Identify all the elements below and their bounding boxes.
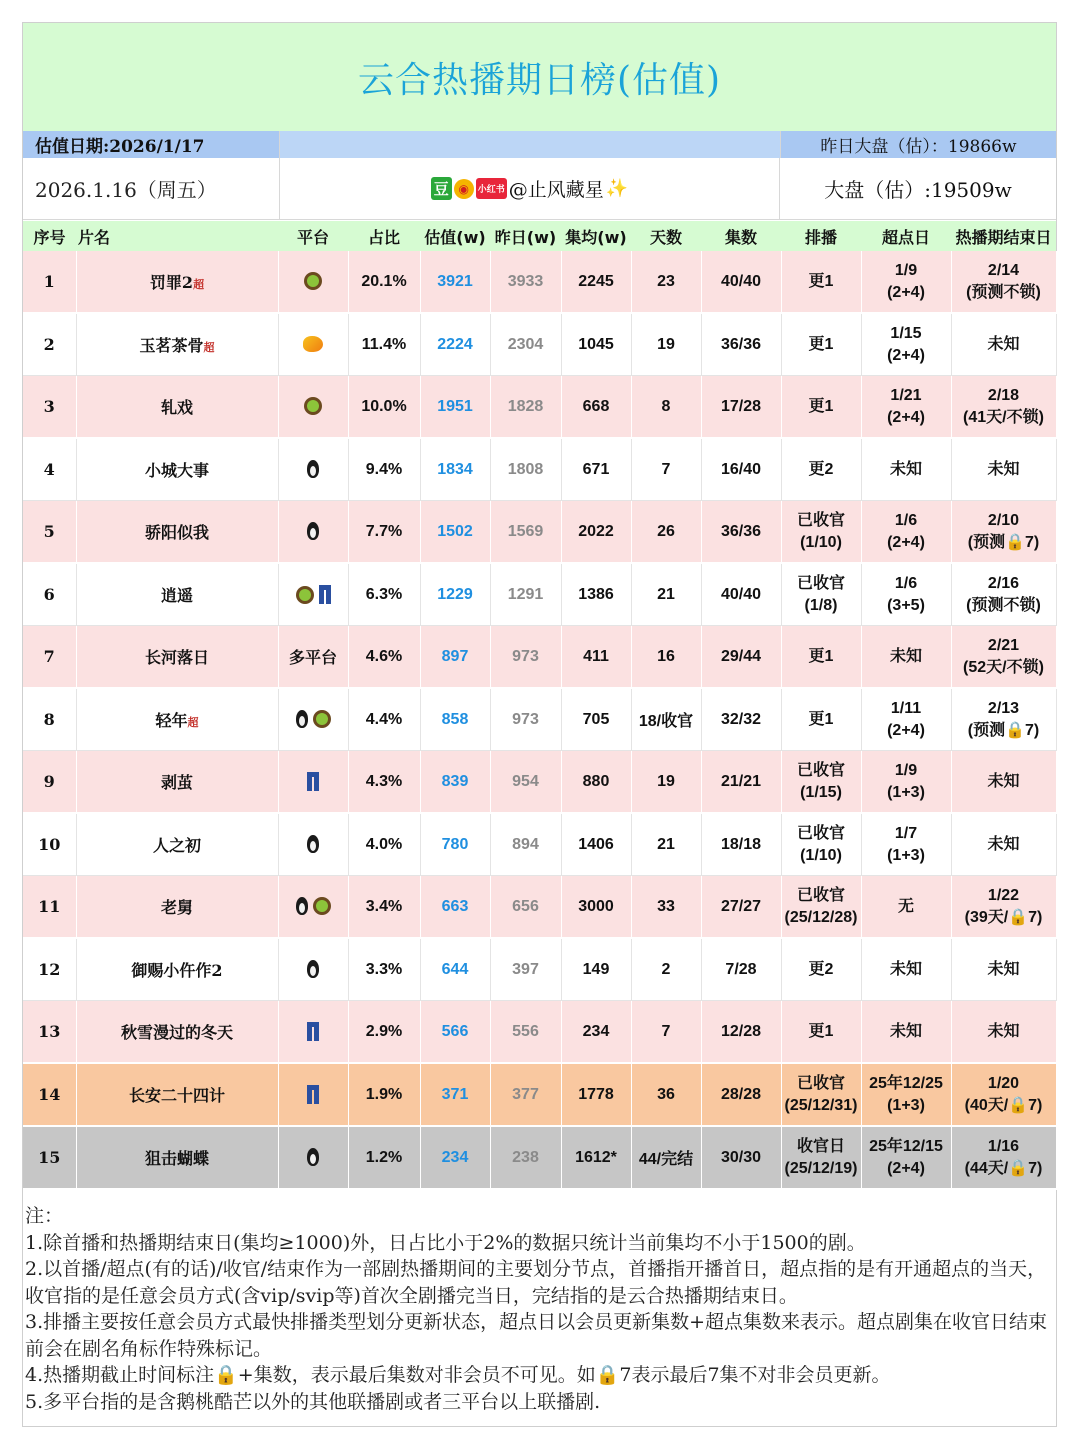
cell-schedule: 已收官 (25/12/31): [781, 1063, 861, 1126]
cell-super-day: 25年12/25 (1+3): [861, 1063, 951, 1126]
cell-seq: 8: [23, 688, 76, 751]
cell-share: 9.4%: [348, 438, 420, 501]
cell-estimate: 1834: [420, 438, 490, 501]
cell-average: 671: [561, 438, 631, 501]
cell-episodes: 40/40: [701, 563, 781, 626]
cell-seq: 4: [23, 438, 76, 501]
cell-super-day: 未知: [861, 438, 951, 501]
cell-share: 10.0%: [348, 376, 420, 439]
table-row: [23, 251, 1056, 313]
cell-schedule: 更1: [781, 313, 861, 376]
cell-end-day: 未知: [951, 813, 1056, 876]
cell-super-day: 1/9 (1+3): [861, 751, 951, 814]
col-episodes: 集数: [701, 221, 781, 251]
cell-average: 668: [561, 376, 631, 439]
notes: [23, 1203, 1056, 1415]
drama-title: 剥茧: [160, 773, 193, 792]
cell-share: 6.3%: [348, 563, 420, 626]
col-name: 片名: [76, 221, 278, 251]
cell-episodes: 12/28: [701, 1001, 781, 1064]
cell-estimate: 897: [420, 626, 490, 689]
cell-yesterday: 1291: [490, 563, 561, 626]
cell-episodes: 18/18: [701, 813, 781, 876]
cell-super-day: 无: [861, 876, 951, 939]
cell-seq: 10: [23, 813, 76, 876]
cell-seq: 2: [23, 313, 76, 376]
cell-platform: [278, 688, 348, 751]
cell-platform: [278, 751, 348, 814]
drama-title: 骄阳似我: [144, 523, 209, 542]
cell-estimate: 1229: [420, 563, 490, 626]
cell-end-day: 1/16 (44天/🔒7): [951, 1126, 1056, 1189]
cell-end-day: 2/13 (预测🔒7): [951, 688, 1056, 751]
cell-share: 4.0%: [348, 813, 420, 876]
cell-share: 2.9%: [348, 1001, 420, 1064]
platform-text: 多平台: [288, 650, 337, 667]
cell-estimate: 663: [420, 876, 490, 939]
table-header: [23, 221, 1056, 251]
cell-days: 7: [631, 438, 701, 501]
cell-title: [76, 313, 278, 376]
col-seq: 序号: [23, 221, 76, 251]
title-band: [23, 23, 1056, 131]
cell-super-day: 未知: [861, 626, 951, 689]
col-average: 集均(w): [561, 221, 631, 251]
note-line: 注：: [25, 1205, 64, 1227]
col-share: 占比: [348, 221, 420, 251]
drama-title: 轧戏: [160, 398, 193, 417]
cell-seq: 9: [23, 751, 76, 814]
cell-end-day: 2/16 (预测不锁): [951, 563, 1056, 626]
cell-schedule: 更1: [781, 688, 861, 751]
penguin-icon: [307, 835, 319, 853]
info-row-bottom: [23, 158, 1056, 220]
info-row-top: [23, 131, 1056, 158]
penguin-icon: [307, 460, 319, 478]
lock-icon: 🔒: [1008, 908, 1029, 926]
jeans-icon: [307, 772, 319, 791]
cell-episodes: 32/32: [701, 688, 781, 751]
cell-average: 1612*: [561, 1126, 631, 1189]
cell-schedule: 已收官 (1/10): [781, 501, 861, 564]
cell-title: [76, 751, 278, 814]
cell-average: 234: [561, 1001, 631, 1064]
jeans-icon: [307, 1022, 319, 1041]
cell-days: 36: [631, 1063, 701, 1126]
cell-episodes: 16/40: [701, 438, 781, 501]
cell-seq: 14: [23, 1063, 76, 1126]
cell-share: 11.4%: [348, 313, 420, 376]
table-row: [23, 813, 1056, 876]
sparkle-icon: ✨: [605, 178, 629, 198]
table-row: [23, 376, 1056, 439]
cell-average: 3000: [561, 876, 631, 939]
cell-days: 19: [631, 313, 701, 376]
cell-yesterday: 238: [490, 1126, 561, 1189]
cell-episodes: 17/28: [701, 376, 781, 439]
cell-average: 149: [561, 938, 631, 1001]
penguin-icon: [296, 897, 308, 915]
cell-seq: 15: [23, 1126, 76, 1189]
cell-share: 1.2%: [348, 1126, 420, 1189]
cell-title: [76, 626, 278, 689]
cell-platform: [278, 626, 348, 689]
cell-yesterday: 397: [490, 938, 561, 1001]
cell-estimate: 839: [420, 751, 490, 814]
table-row: [23, 501, 1056, 564]
cell-super-day: 25年12/15 (2+4): [861, 1126, 951, 1189]
col-platform: 平台: [278, 221, 348, 251]
cell-yesterday: 2304: [490, 313, 561, 376]
cell-seq: 1: [23, 251, 76, 313]
table-row: [23, 1001, 1056, 1064]
page-title: 云合热播期日榜(估值): [357, 59, 722, 101]
cell-seq: 12: [23, 938, 76, 1001]
penguin-icon: [307, 1148, 319, 1166]
cell-title: [76, 1063, 278, 1126]
col-end-day: 热播期结束日: [951, 221, 1056, 251]
cell-yesterday: 1569: [490, 501, 561, 564]
drama-title: 老舅: [160, 898, 193, 917]
cell-schedule: 已收官 (1/10): [781, 813, 861, 876]
cell-end-day: 1/20 (40天/🔒7): [951, 1063, 1056, 1126]
jeans-icon: [307, 1085, 319, 1104]
cell-seq: 11: [23, 876, 76, 939]
cell-yesterday: 377: [490, 1063, 561, 1126]
drama-title: 罚罪2: [149, 273, 194, 292]
super-badge: 超: [203, 341, 215, 354]
cell-yesterday: 3933: [490, 251, 561, 313]
col-super-day: 超点日: [861, 221, 951, 251]
table-row: [23, 876, 1056, 939]
cell-seq: 3: [23, 376, 76, 439]
cell-days: 7: [631, 1001, 701, 1064]
cell-average: 1406: [561, 813, 631, 876]
cell-average: 1386: [561, 563, 631, 626]
cell-end-day: 未知: [951, 438, 1056, 501]
drama-title: 御赐小仵作2: [131, 961, 223, 980]
cell-super-day: 未知: [861, 938, 951, 1001]
cell-average: 2245: [561, 251, 631, 313]
cell-estimate: 2224: [420, 313, 490, 376]
author-name: @止风藏星: [508, 179, 604, 201]
cell-super-day: 1/11 (2+4): [861, 688, 951, 751]
cell-title: [76, 1001, 278, 1064]
cell-super-day: 1/15 (2+4): [861, 313, 951, 376]
col-schedule: 排播: [781, 221, 861, 251]
cell-share: 3.4%: [348, 876, 420, 939]
cell-average: 2022: [561, 501, 631, 564]
kiwi-icon: [313, 897, 331, 915]
cell-estimate: 858: [420, 688, 490, 751]
cell-estimate: 3921: [420, 251, 490, 313]
cell-schedule: 已收官 (1/15): [781, 751, 861, 814]
kiwi-icon: [304, 272, 322, 290]
drama-title: 长安二十四计: [128, 1086, 225, 1105]
cell-platform: [278, 501, 348, 564]
cell-days: 44/完结: [631, 1126, 701, 1189]
cell-episodes: 28/28: [701, 1063, 781, 1126]
cell-super-day: 1/9 (2+4): [861, 251, 951, 313]
col-estimate: 估值(w): [420, 221, 490, 251]
cell-title: [76, 938, 278, 1001]
lock-icon: 🔒: [1005, 721, 1026, 739]
cell-yesterday: 1828: [490, 376, 561, 439]
cell-share: 20.1%: [348, 251, 420, 313]
cell-seq: 13: [23, 1001, 76, 1064]
today-total: 大盘（估）:19509w: [824, 178, 1012, 202]
cell-end-day: 2/21 (52天/不锁): [951, 626, 1056, 689]
cell-days: 21: [631, 563, 701, 626]
yesterday-total: 昨日大盘（估）：19866w: [780, 131, 1056, 158]
cell-super-day: 1/7 (1+3): [861, 813, 951, 876]
note-line: 1.除首播和热播期结束日(集均≥1000)外，日占比小于2%的数据只统计当前集均不小于1500的剧。: [25, 1231, 866, 1254]
cell-average: 705: [561, 688, 631, 751]
cell-episodes: 7/28: [701, 938, 781, 1001]
cell-super-day: 1/21 (2+4): [861, 376, 951, 439]
cell-platform: [278, 251, 348, 313]
cell-days: 33: [631, 876, 701, 939]
cell-schedule: 已收官 (25/12/28): [781, 876, 861, 939]
cell-platform: [278, 376, 348, 439]
cell-super-day: 1/6 (3+5): [861, 563, 951, 626]
cell-share: 4.4%: [348, 688, 420, 751]
estimate-date: 估值日期:2026/1/17: [23, 131, 279, 158]
table-row: [23, 688, 1056, 751]
ranking-table: [23, 221, 1057, 1190]
cell-estimate: 1502: [420, 501, 490, 564]
table-row: [23, 1063, 1056, 1126]
drama-title: 狙击蝴蝶: [144, 1149, 209, 1168]
cell-average: 880: [561, 751, 631, 814]
cell-platform: [278, 313, 348, 376]
drama-title: 逍遥: [160, 586, 193, 605]
cell-average: 411: [561, 626, 631, 689]
cell-share: 3.3%: [348, 938, 420, 1001]
cell-schedule: 已收官 (1/8): [781, 563, 861, 626]
info-spacer: [279, 131, 780, 158]
cell-share: 4.6%: [348, 626, 420, 689]
col-yesterday: 昨日(w): [490, 221, 561, 251]
cell-estimate: 644: [420, 938, 490, 1001]
cell-seq: 5: [23, 501, 76, 564]
cell-platform: [278, 813, 348, 876]
lock-icon: 🔒: [1008, 1159, 1029, 1177]
cell-platform: [278, 438, 348, 501]
cell-yesterday: 954: [490, 751, 561, 814]
cell-average: 1778: [561, 1063, 631, 1126]
cell-title: [76, 376, 278, 439]
cell-end-day: 未知: [951, 313, 1056, 376]
cell-yesterday: 973: [490, 688, 561, 751]
cell-title: [76, 688, 278, 751]
cell-title: [76, 876, 278, 939]
penguin-icon: [307, 522, 319, 540]
cell-end-day: 2/18 (41天/不锁): [951, 376, 1056, 439]
kiwi-icon: [313, 710, 331, 728]
cell-schedule: 收官日 (25/12/19): [781, 1126, 861, 1189]
cell-estimate: 234: [420, 1126, 490, 1189]
table-row: [23, 938, 1056, 1001]
cell-episodes: 36/36: [701, 501, 781, 564]
cell-yesterday: 973: [490, 626, 561, 689]
cell-days: 18/收官: [631, 688, 701, 751]
douban-icon: 豆: [431, 177, 452, 200]
cell-title: [76, 438, 278, 501]
cell-platform: [278, 876, 348, 939]
note-line: 4.热播期截止时间标注🔒+集数，表示最后集数对非会员不可见。如🔒7表示最后7集不对非会员更新。: [25, 1364, 891, 1386]
penguin-icon: [307, 960, 319, 978]
cell-end-day: 2/10 (预测🔒7): [951, 501, 1056, 564]
cell-share: 4.3%: [348, 751, 420, 814]
cell-days: 26: [631, 501, 701, 564]
cell-episodes: 27/27: [701, 876, 781, 939]
cell-days: 19: [631, 751, 701, 814]
cell-episodes: 40/40: [701, 251, 781, 313]
cell-title: [76, 1126, 278, 1189]
table-row: [23, 438, 1056, 501]
cell-title: [76, 813, 278, 876]
note-line: 3.排播主要按任意会员方式最快排播类型划分更新状态，超点日以会员更新集数+超点集数来表示。超点剧集在收官日结束前会在剧名角标作特殊标记。: [25, 1311, 1048, 1360]
weibo-icon: ◉: [454, 179, 474, 199]
table-row: [23, 563, 1056, 626]
cell-platform: [278, 1001, 348, 1064]
cell-end-day: 1/22 (39天/🔒7): [951, 876, 1056, 939]
cell-days: 23: [631, 251, 701, 313]
cell-platform: [278, 1063, 348, 1126]
table-row: [23, 1126, 1056, 1189]
super-badge: 超: [187, 716, 199, 729]
cell-end-day: 未知: [951, 751, 1056, 814]
cell-platform: [278, 1126, 348, 1189]
cell-episodes: 30/30: [701, 1126, 781, 1189]
table-row: [23, 751, 1056, 814]
cell-days: 16: [631, 626, 701, 689]
cell-yesterday: 656: [490, 876, 561, 939]
col-days: 天数: [631, 221, 701, 251]
super-badge: 超: [193, 278, 205, 291]
cell-end-day: 未知: [951, 1001, 1056, 1064]
penguin-icon: [296, 710, 308, 728]
ranking-card: [22, 22, 1057, 1427]
drama-title: 长河落日: [144, 648, 209, 667]
drama-title: 小城大事: [144, 461, 209, 480]
cell-schedule: 更1: [781, 376, 861, 439]
lock-icon: 🔒: [1005, 533, 1026, 551]
drama-title: 轻年: [155, 711, 188, 730]
cell-episodes: 21/21: [701, 751, 781, 814]
author-credit: [279, 158, 780, 219]
cell-yesterday: 894: [490, 813, 561, 876]
table-row: [23, 313, 1056, 376]
mango-icon: [303, 336, 323, 352]
cell-episodes: 36/36: [701, 313, 781, 376]
cell-end-day: 未知: [951, 938, 1056, 1001]
cell-schedule: 更2: [781, 438, 861, 501]
lock-icon: 🔒: [1008, 1096, 1029, 1114]
cell-days: 21: [631, 813, 701, 876]
cell-yesterday: 556: [490, 1001, 561, 1064]
cell-seq: 7: [23, 626, 76, 689]
cell-average: 1045: [561, 313, 631, 376]
cell-title: [76, 563, 278, 626]
cell-schedule: 更1: [781, 1001, 861, 1064]
cell-estimate: 780: [420, 813, 490, 876]
kiwi-icon: [304, 397, 322, 415]
table-row: [23, 626, 1056, 689]
cell-episodes: 29/44: [701, 626, 781, 689]
cell-estimate: 566: [420, 1001, 490, 1064]
jeans-icon: [319, 585, 331, 604]
note-line: 2.以首播/超点(有的话)/收官/结束作为一部剧热播期间的主要划分节点，首播指开播首日，超点指的是有开通超点的当天，收官指的是任意会员方式(含vip/svip等)首次全剧播完当日，完结指的是云合热播期结束日。: [25, 1258, 1047, 1307]
xiaohongshu-icon: 小红书: [476, 178, 507, 199]
cell-estimate: 1951: [420, 376, 490, 439]
kiwi-icon: [296, 586, 314, 604]
drama-title: 玉茗茶骨: [139, 336, 204, 355]
cell-super-day: 未知: [861, 1001, 951, 1064]
cell-days: 2: [631, 938, 701, 1001]
drama-title: 人之初: [152, 836, 201, 855]
cell-title: [76, 501, 278, 564]
cell-estimate: 371: [420, 1063, 490, 1126]
cell-platform: [278, 563, 348, 626]
cell-end-day: 2/14 (预测不锁): [951, 251, 1056, 313]
cell-super-day: 1/6 (2+4): [861, 501, 951, 564]
cell-days: 8: [631, 376, 701, 439]
cell-schedule: 更2: [781, 938, 861, 1001]
cell-schedule: 更1: [781, 626, 861, 689]
cell-schedule: 更1: [781, 251, 861, 313]
note-line: 5.多平台指的是含鹅桃酷芒以外的其他联播剧或者三平台以上联播剧.: [25, 1390, 601, 1413]
report-date: 2026.1.16（周五）: [35, 178, 217, 202]
cell-seq: 6: [23, 563, 76, 626]
cell-share: 7.7%: [348, 501, 420, 564]
cell-platform: [278, 938, 348, 1001]
cell-yesterday: 1808: [490, 438, 561, 501]
cell-share: 1.9%: [348, 1063, 420, 1126]
cell-title: [76, 251, 278, 313]
drama-title: 秋雪漫过的冬天: [120, 1023, 233, 1042]
